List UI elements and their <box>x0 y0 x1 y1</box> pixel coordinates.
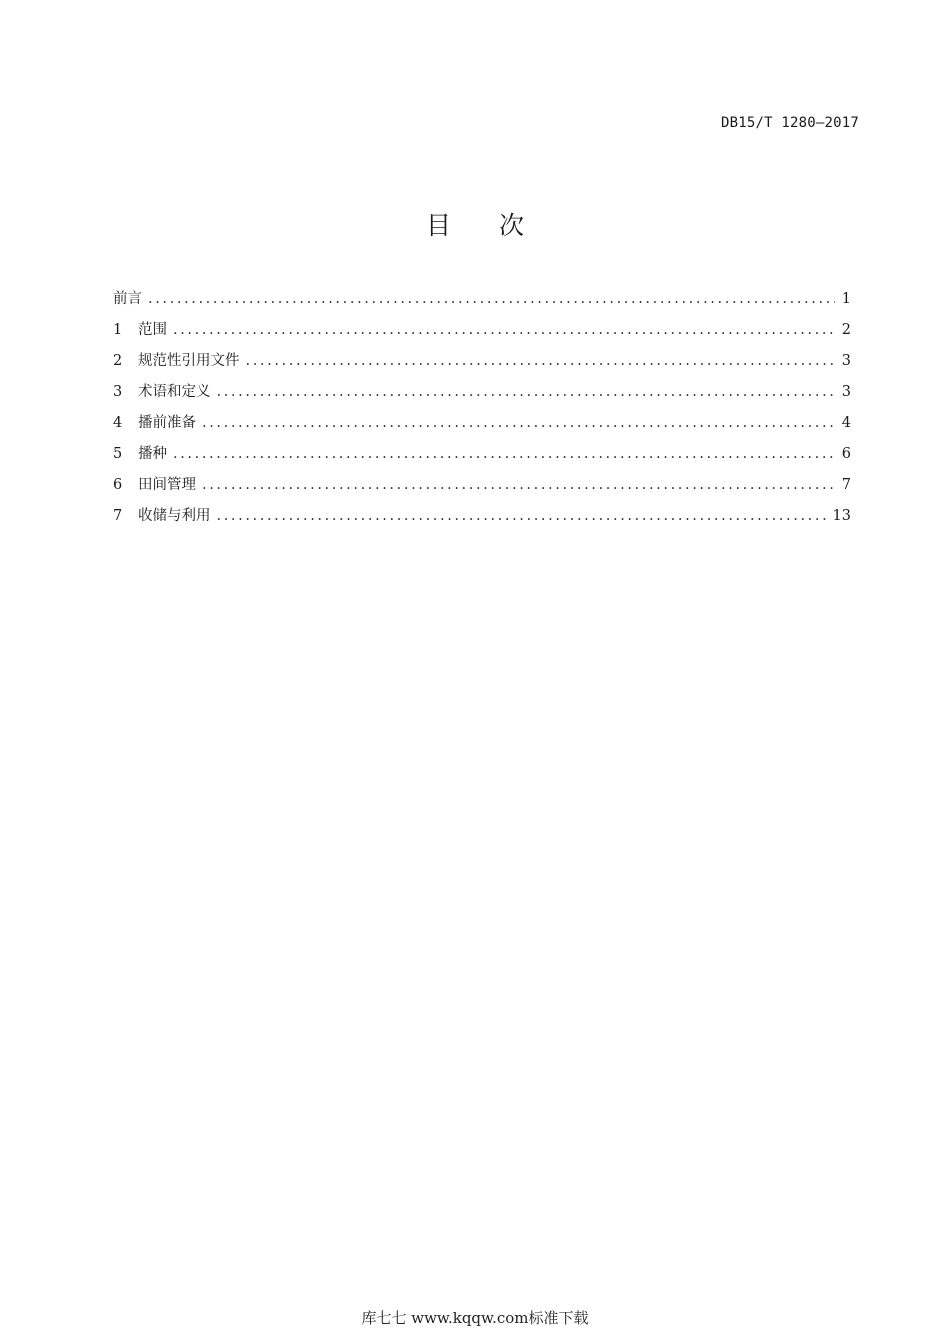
toc-entry-terms-definitions[interactable] <box>113 380 851 411</box>
toc-entry-page: 4 <box>841 415 851 431</box>
toc-entry-page: 6 <box>841 446 851 462</box>
toc-entry-number: 7 <box>113 508 123 524</box>
toc-entry-field-management[interactable] <box>113 473 851 504</box>
toc-entry-number: 5 <box>113 446 123 462</box>
toc-entry-pre-sowing[interactable] <box>113 411 851 442</box>
toc-entry-page: 7 <box>841 477 851 493</box>
toc-entry-label: 收储与利用 <box>138 508 211 524</box>
toc-entry-foreword[interactable] <box>113 287 851 318</box>
footer-watermark-text: 库七七 www.kqqw.com标准下载 <box>361 1309 589 1327</box>
toc-title: 目次 <box>425 211 572 240</box>
toc-entry-number: 6 <box>113 477 123 493</box>
toc-leader-dots <box>217 384 836 400</box>
toc-entry-page: 3 <box>841 353 851 369</box>
toc-leader-dots <box>173 446 835 462</box>
toc-leader-dots <box>202 477 835 493</box>
toc-entry-number: 3 <box>113 384 123 400</box>
toc-entry-number: 1 <box>113 322 123 338</box>
toc-entry-scope[interactable] <box>113 318 851 349</box>
toc-entry-normative-references[interactable] <box>113 349 851 380</box>
toc-leader-dots <box>173 322 835 338</box>
toc-entry-label: 术语和定义 <box>138 384 211 400</box>
toc-entry-label: 播前准备 <box>138 415 196 431</box>
document-code: DB15/T 1280—2017 <box>720 115 859 131</box>
toc-entry-label: 播种 <box>138 446 167 462</box>
toc-entry-label: 田间管理 <box>138 477 196 493</box>
toc-entry-page: 3 <box>841 384 851 400</box>
toc-entry-label: 范围 <box>138 322 167 338</box>
toc-entry-number: 4 <box>113 415 123 431</box>
toc-entry-page: 2 <box>841 322 851 338</box>
toc-entry-page: 1 <box>841 291 851 307</box>
toc-entry-label: 规范性引用文件 <box>138 353 240 369</box>
toc-list <box>113 287 851 535</box>
toc-entry-storage-utilization[interactable] <box>113 504 851 535</box>
toc-leader-dots <box>202 415 835 431</box>
toc-entry-sowing[interactable] <box>113 442 851 473</box>
toc-entry-number: 2 <box>113 353 123 369</box>
toc-leader-dots <box>148 291 835 307</box>
toc-leader-dots <box>217 508 829 524</box>
toc-entry-page: 13 <box>832 508 851 524</box>
toc-entry-label: 前言 <box>113 291 142 307</box>
toc-leader-dots <box>246 353 836 369</box>
